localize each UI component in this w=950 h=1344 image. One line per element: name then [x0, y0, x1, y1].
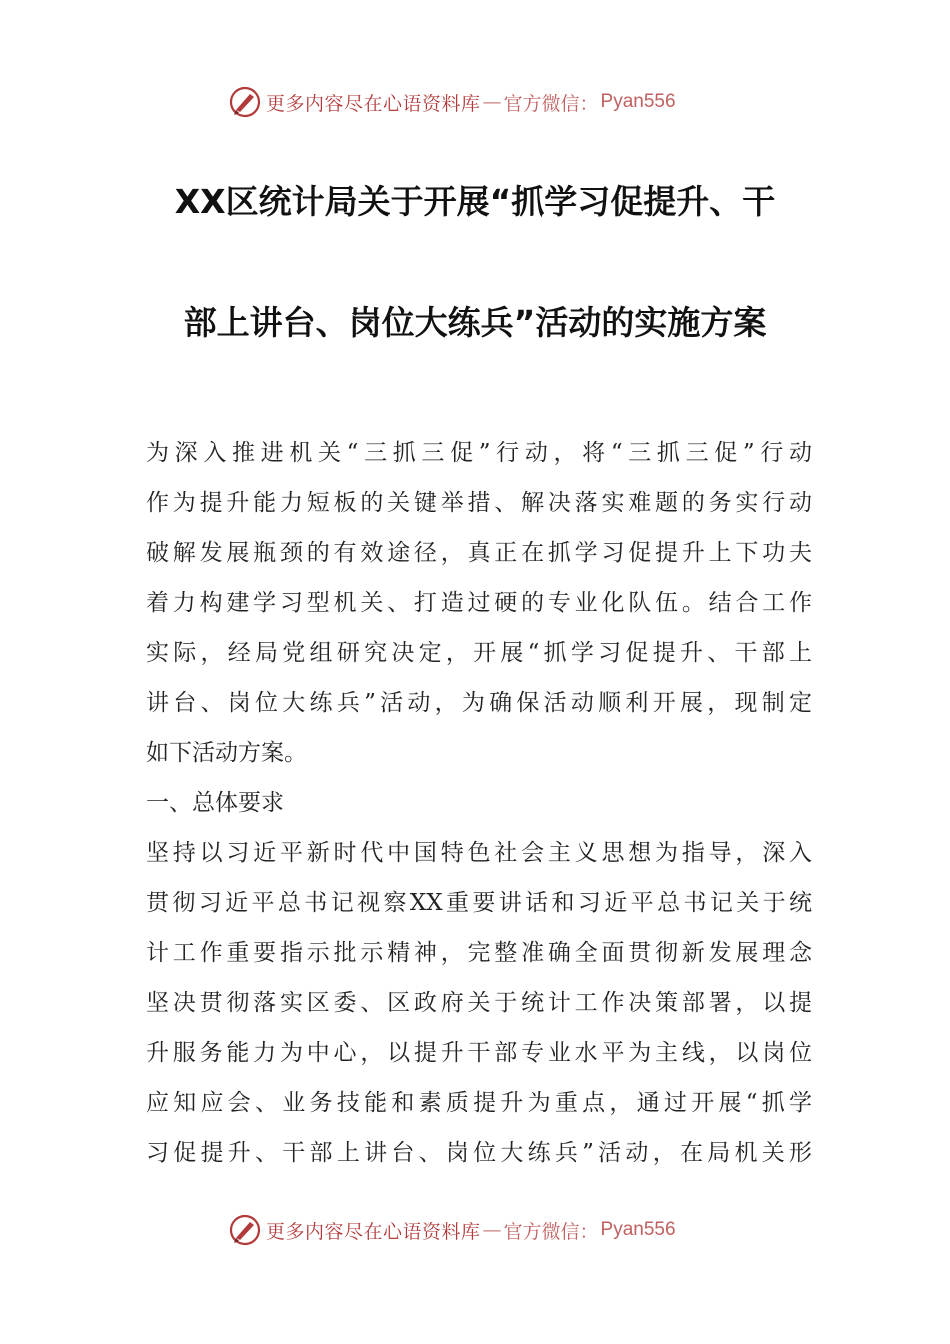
watermark-label: 官方微信： [503, 1220, 599, 1243]
body-line: 作为提升能力短板的关键举措、解决落实难题的务实行动 [146, 490, 812, 516]
body-line: 坚决贯彻落实区委、区政府关于统计工作决策部署，以提 [146, 990, 812, 1016]
document-title-line-2: 部上讲台、岗位大练兵”活动的实施方案 [183, 303, 767, 342]
body-line: 实际，经局党组研究决定，开展“抓学习促提升、干部上 [146, 640, 812, 666]
body-line: 坚持以习近平新时代中国特色社会主义思想为指导，深入 [146, 840, 812, 866]
watermark-main-text: 更多内容尽在心语资料库 [266, 1220, 481, 1243]
watermark-dash: — [482, 91, 502, 113]
watermark-banner-top [228, 82, 676, 122]
body-line: 讲台、岗位大练兵”活动，为确保活动顺利开展，现制定 [146, 690, 812, 716]
watermark-main-text: 更多内容尽在心语资料库 [266, 92, 481, 115]
body-line: 习促提升、干部上讲台、岗位大练兵”活动，在局机关形 [146, 1140, 812, 1166]
body-line: 破解发展瓶颈的有效途径，真正在抓学习促提升上下功夫 [146, 540, 812, 566]
pen-circle-logo-icon [228, 85, 262, 119]
body-line: 为深入推进机关“三抓三促”行动，将“三抓三促”行动 [146, 440, 812, 466]
watermark-wechat-id: Pyan556 [600, 91, 676, 112]
watermark-label: 官方微信： [503, 92, 599, 115]
body-line: 贯彻习近平总书记视察XX重要讲话和习近平总书记关于统 [146, 890, 812, 916]
body-line: 升服务能力为中心，以提升干部专业水平为主线，以岗位 [146, 1040, 812, 1066]
watermark-dash: — [482, 1219, 502, 1241]
body-line: 如下活动方案。 [146, 740, 307, 766]
body-line: 应知应会、业务技能和素质提升为重点，通过开展“抓学 [146, 1090, 812, 1116]
pen-circle-logo-icon [228, 1213, 262, 1247]
document-title-line-1: XX区统计局关于开展“抓学习促提升、干 [174, 182, 776, 221]
watermark-wechat-id: Pyan556 [600, 1219, 676, 1240]
watermark-banner-bottom [228, 1210, 676, 1250]
body-line: 计工作重要指示批示精神，完整准确全面贯彻新发展理念 [146, 940, 812, 966]
document-body [146, 428, 812, 1178]
body-line: 着力构建学习型机关、打造过硬的专业化队伍。结合工作 [146, 590, 812, 616]
section-heading: 一、总体要求 [146, 790, 284, 816]
